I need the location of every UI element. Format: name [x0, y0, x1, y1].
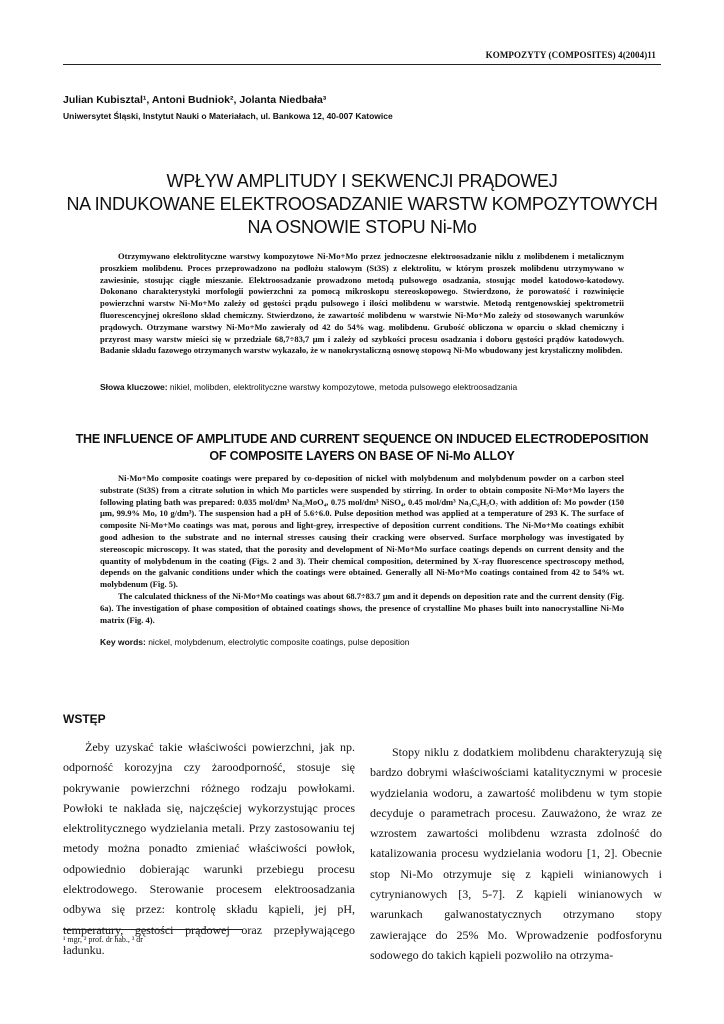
polish-title-line-2: NA INDUKOWANE ELEKTROOSADZANIE WARSTW KOMPOZYTOWYCH: [66, 194, 658, 214]
body-column-right: [370, 742, 662, 965]
authors: Julian Kubisztal¹, Antoni Budniok², Jolanta Niedbała³: [63, 94, 327, 106]
english-abstract-p2: The calculated thickness of the Ni-Mo+Mo coatings was about 68.7÷83.7 µm and it depends on deposition rate and the current density (Fig. 6a). The investigation of phase composition of obtained coatings shows, the presence of crystalline Mo phases built into nanocrystalline Ni-Mo matrix (Fig. 4).: [100, 590, 624, 625]
polish-title-line-1: WPŁYW AMPLITUDY I SEKWENCJI PRĄDOWEJ: [166, 171, 558, 191]
header-rule: [63, 64, 661, 65]
english-title-line-1: THE INFLUENCE OF AMPLITUDE AND CURRENT SEQUENCE ON INDUCED ELECTRODEPOSITION: [75, 432, 649, 446]
polish-abstract-text: Otrzymywano elektrolityczne warstwy kompozytowe Ni-Mo+Mo przez jednoczesne elektroosadzanie niklu z molibdenem i metalicznym proszkiem molibdenu. Proces przeprowadzono na podłożu stalowym (St3S) z elektrolitu, w którym proszek molibdenu utrzymywano w zawiesinie, stosując ciągłe mieszanie. Elektroosadzanie prowadzono metodą pulsowego osadzania, stosując model katodowo-katodowy. Dokonano charakterystyki morfologii powierzchni za pomocą mikroskopu stereoskopowego. Stwierdzono, że porowatość i rozwinięcie powierzchni warstw Ni-Mo+Mo zależy od gęstości prądu pulsowego i ilości molibdenu w warstwie. Metodą rentgenowskiej spektrometrii fluorescencyjnej określono skład chemiczny. Stwierdzono, że zawartość molibdenu w warstwie Ni-Mo+Mo zależy od stosowanych warunków prądowych. Otrzymane warstwy Ni-Mo+Mo zawierały od 42 do 54% wag. molibdenu. Grubość obliczona w oparciu o skład chemiczny i przyrost masy warstw mieści się w przedziale 68,7÷83,7 µm i zależy od szybkości procesu osadzania i doboru gęstości prądów katodowych. Badanie składu fazowego otrzymanych warstw wykazało, że w nanokrystaliczną osnowę stopową Ni-Mo wbudowany jest krystaliczny molibden.: [100, 251, 624, 356]
section-heading: WSTĘP: [63, 712, 106, 726]
polish-keywords-text: nikiel, molibden, elektrolityczne warstwy kompozytowe, metoda pulsowego elektroosadzania: [169, 382, 518, 392]
body-paragraph-right: Stopy niklu z dodatkiem molibdenu charakteryzują się bardzo dobrymi właściwościami katalitycznymi w procesie wydzielania wodoru, a zawartość molibdenu w tym stopie decyduje o parametrach procesu. Zauważono, że wraz ze wzrostem zawartości molibdenu wzrasta zdolność do katalizowania procesu wydzielania wodoru [1, 2]. Obecnie stop Ni-Mo otrzymuje się z kąpieli winianowych i cytrynianowych [3, 5-7]. Z kąpieli winianowych w warunkach galwanostatycznych otrzymano stopy zawierające do 25% Mo. Wprowadzenie podfosforynu sodowego do takich kąpieli pozwoliło na otrzyma-: [370, 745, 662, 962]
polish-abstract: [100, 251, 624, 357]
english-abstract-p1: Ni-Mo+Mo composite coatings were prepared by co-deposition of nickel with molybdenum and molybdenum powder on a carbon steel substrate (St3S) from a citrate solution in which Mo particles were suspended by stirring. In order to obtain composite Ni-Mo+Mo layers the following plating bath was prepared: 0.035 mol/dm³ Na₂MoO₄, 0.75 mol/dm³ NiSO₄, 0.45 mol/dm³ Na₃C₆H₅O₇ with addition of: Mo powder (150 µm, 99.9% Mo, 10 g/dm³). The suspension had a pH of 5.6÷6.0. Pulse deposition method was applied at a temperature of 293 K. The surface of composite Ni-Mo+Mo coatings was mat, porous and light-grey, irrespective of deposition current conditions. The Ni-Mo+Mo coatings exhibit good adhesion to the substrate and no internal stresses causing their cracking were observed. Surface morphology was investigated by stereoscopic microscopy. It was stated, that the porosity and development of Ni-Mo+Mo surface coatings depends on current density and the quantity of molybdenum in the coating (Figs. 2 and 3). Their chemical composition, determined by X-ray fluorescence spectroscopy method, depends on the galvanic conditions under which the coatings were obtained. Generally all Ni-Mo+Mo coatings contained from 42 to 54% wt. molybdenum (Fig. 5).: [100, 473, 624, 590]
polish-keywords: [100, 382, 634, 392]
journal-header: KOMPOZYTY (COMPOSITES) 4(2004)11: [485, 50, 656, 60]
english-keywords: [100, 637, 634, 647]
affiliation: Uniwersytet Śląski, Instytut Nauki o Materiałach, ul. Bankowa 12, 40-007 Katowice: [63, 111, 393, 121]
footnote-rule: [63, 929, 243, 930]
english-title: [50, 431, 674, 465]
english-keywords-text: nickel, molybdenum, electrolytic composite coatings, pulse deposition: [148, 637, 410, 647]
english-keywords-label: Key words:: [100, 637, 146, 647]
polish-title: [40, 170, 684, 239]
body-paragraph-left: Żeby uzyskać takie właściwości powierzchni, jak np. odporność korozyjna czy żaroodporność, stosuje się pokrywanie powierzchni różnego rodzaju powłokami. Powłoki te nakłada się, najczęściej wykorzystując proces elektrolitycznego wydzielania metali. Przy zastosowaniu tej metody można ponadto zmieniać właściwości powłok, odpowiednio dobierając warunki przebiegu procesu elektrodowego. Sterowanie procesem elektroosadzania odbywa się przez: kontrolę składu kąpieli, jej pH, temperatury, gęstości prądowej oraz przepływającego ładunku.: [63, 740, 355, 957]
body-column-left: [63, 737, 355, 960]
english-abstract: [100, 473, 624, 626]
polish-title-line-3: NA OSNOWIE STOPU Ni-Mo: [247, 217, 477, 237]
polish-keywords-label: Słowa kluczowe:: [100, 382, 168, 392]
english-title-line-2: OF COMPOSITE LAYERS ON BASE OF Ni-Mo ALLOY: [209, 449, 515, 463]
footnote: ¹ mgr, ² prof. dr hab., ³ dr: [63, 935, 143, 944]
